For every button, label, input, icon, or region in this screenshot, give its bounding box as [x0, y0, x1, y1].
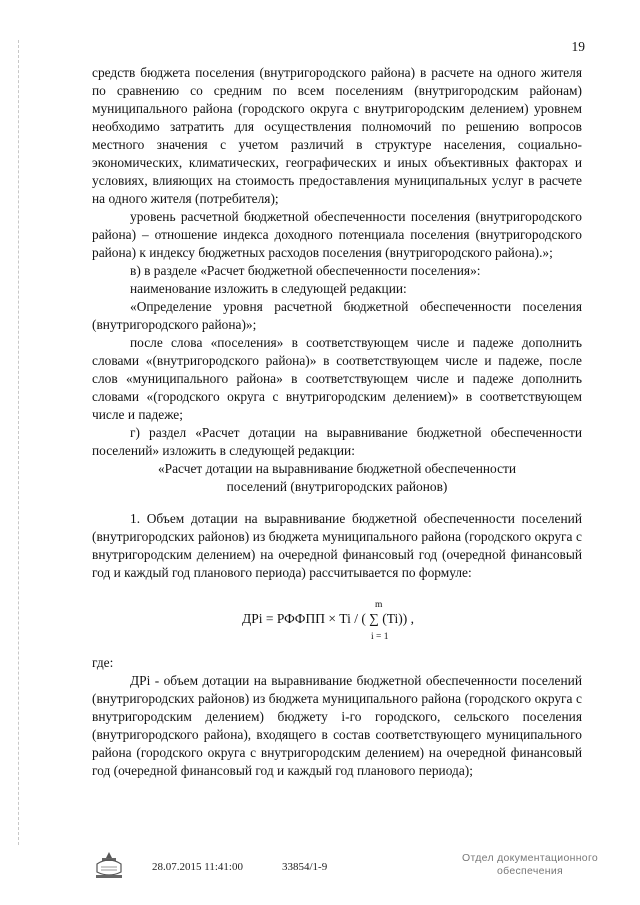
- paragraph: «Определение уровня расчетной бюджетной обеспеченности поселения (внутригородского района)»;: [92, 299, 582, 332]
- footer-datetime: 28.07.2015 11:41:00: [152, 861, 243, 873]
- where-label: где:: [92, 655, 114, 670]
- formula: [92, 596, 582, 640]
- paragraph-definition: ДРi - объем дотации на выравнивание бюджетной обеспеченности поселений (внутригородских районов) из бюджета муниципального района (городского округа с внутригородским делением) бюджету i-го городского, сельского поселения (внутригородского района), входящего в состав соответствующего муниципального района (городского округа с внутригородским делением) на очередной финансовый год (очередной финансовый год и каждый год планового периода);: [92, 673, 582, 778]
- section-title-line: поселений (внутригородских районов): [226, 479, 448, 494]
- sum-lower-limit: i = 1: [371, 632, 389, 642]
- paragraph: уровень расчетной бюджетной обеспеченности поселения (внутригородского района) – отношение индекса доходного потенциала поселения (внутригородского района) к индексу бюджетных расходов поселения (внутригородского района).»;: [92, 209, 582, 260]
- stamp-line: Отдел документационного: [462, 852, 598, 864]
- paragraph: средств бюджета поселения (внутригородского района) в расчете на одного жителя по сравнению со средним по всем поселениям (внутригородским районам) муниципального района (городского округа с внутригородским делением) уровнем необходимо затратить для осуществления полномочий по решению вопросов местного значения с учетом различий в структуре населения, социально-экономических, климатических, географических и иных объективных факторах и условиях, влияющих на стоимость предоставления муниципальных услуг в расчете на одного жителя (потребителя);: [92, 65, 582, 206]
- paragraph: после слова «поселения» в соответствующем числе и падеже дополнить словами «(внутригородского района)» в соответствующем числе и падеже, после слов «муниципального района» в соответствующем числе и падеже дополнить словами «(городского округа с внутригородским делением)» в соответствующем числе и падеже;: [92, 335, 582, 422]
- paragraph: наименование изложить в следующей редакции:: [130, 281, 407, 296]
- formula-expression: ДРi = РФФПП × Ti / ( ∑ (Ti)) ,: [242, 611, 414, 626]
- paragraph-1: 1. Объем дотации на выравнивание бюджетной обеспеченности поселений (внутригородских районов) из бюджета муниципального района (городского округа с внутригородским делением) на очередной финансовый год (очередной финансовый год и каждый год планового периода) рассчитывается по формуле:: [92, 511, 582, 580]
- office-stamp: [460, 852, 600, 878]
- sum-upper-limit: m: [375, 600, 383, 610]
- stamp-line: обеспечения: [497, 865, 563, 877]
- emblem-logo-icon: [92, 850, 126, 880]
- document-body: [92, 64, 582, 780]
- paragraph: г) раздел «Расчет дотации на выравнивание бюджетной обеспеченности поселений» изложить в следующей редакции:: [92, 425, 582, 458]
- margin-line: [18, 40, 19, 845]
- paragraph: в) в разделе «Расчет бюджетной обеспеченности поселения»:: [130, 263, 481, 278]
- section-title-line: «Расчет дотации на выравнивание бюджетной обеспеченности: [157, 461, 517, 476]
- footer-doc-number: 33854/1-9: [282, 861, 328, 873]
- page-number: 19: [571, 39, 585, 54]
